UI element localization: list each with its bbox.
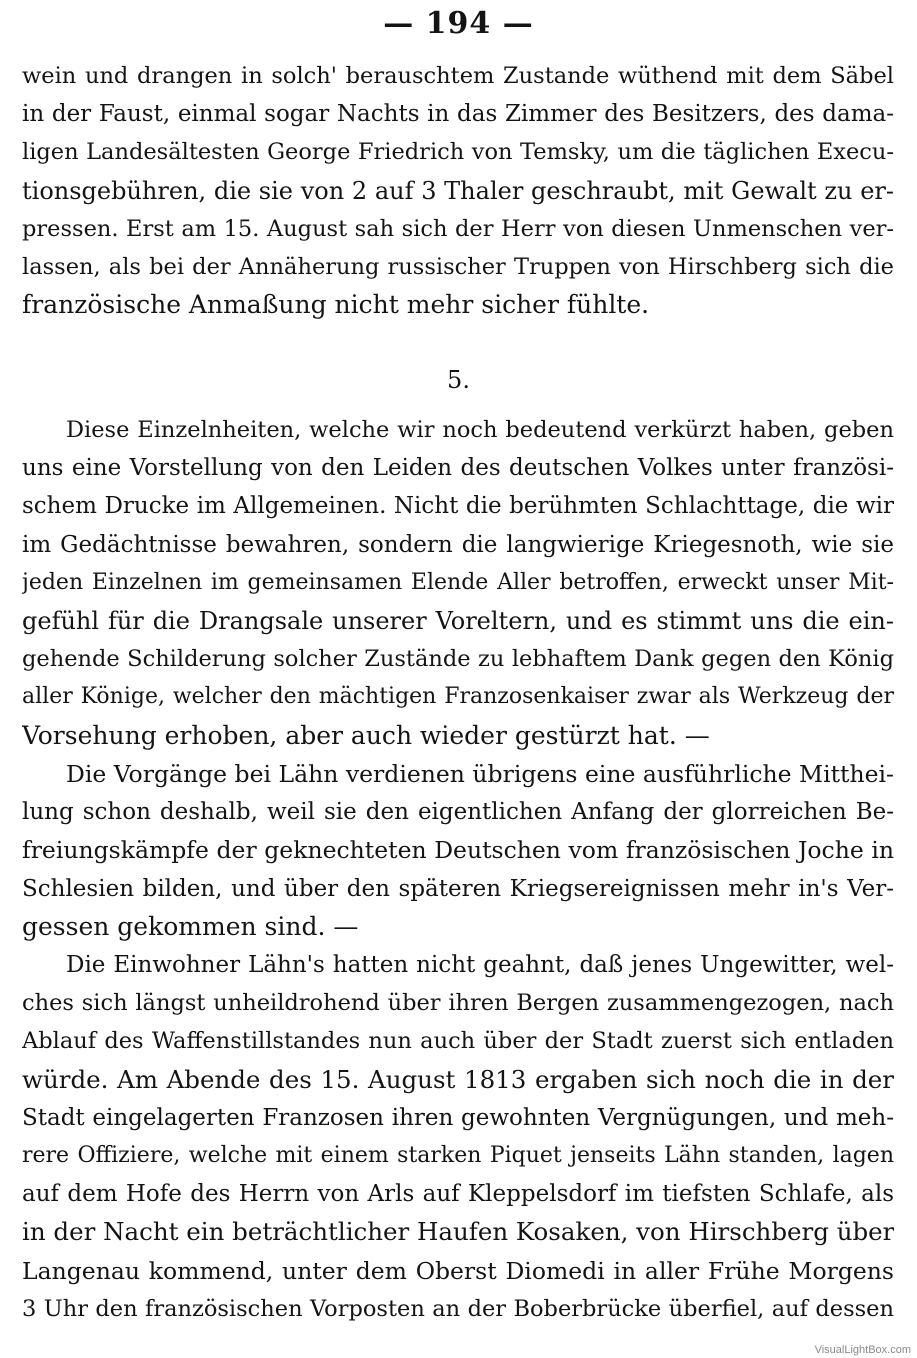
- text-line: Ablauf des Waffenstillstandes nun auch über der Stadt zuerst sich entladen: [22, 1028, 894, 1055]
- text-line: uns eine Vorstellung von den Leiden des deutschen Volkes unter französi-: [22, 455, 894, 482]
- paragraph-1: [22, 57, 894, 324]
- text-line: französische Anmaßung nicht mehr sicher fühlte.: [22, 290, 650, 320]
- text-line: Vorsehung erhoben, aber auch wieder gestürzt hat. —: [22, 720, 710, 750]
- text-line: schem Drucke im Allgemeinen. Nicht die berühmten Schlachttage, die wir: [22, 493, 894, 520]
- text-line: ligen Landesältesten George Friedrich von Temsky, um die täglichen Execu-: [22, 139, 894, 166]
- text-line: würde. Am Abende des 15. August 1813 ergaben sich noch die in der: [22, 1064, 894, 1094]
- text-line: in der Nacht ein beträchtlicher Haufen Kosaken, von Hirschberg über: [22, 1217, 894, 1247]
- paragraph-2: [22, 411, 894, 755]
- text-line: freiungskämpfe der geknechteten Deutschen vom französischen Joche in: [22, 836, 894, 865]
- section-number: 5.: [447, 366, 470, 394]
- text-line: Die Einwohner Lähn's hatten nicht geahnt, daß jenes Ungewitter, wel-: [66, 952, 894, 978]
- paragraph-4: [22, 946, 894, 1328]
- page-number: — 194 —: [383, 6, 534, 41]
- text-line: Stadt eingelagerten Franzosen ihren gewohnten Vergnügungen, und meh-: [22, 1104, 894, 1131]
- text-line: Schlesien bilden, und über den späteren Kriegsereignissen mehr in's Ver-: [22, 875, 894, 902]
- text-line: 3 Uhr den französischen Vorposten an der Boberbrücke überfiel, auf dessen: [22, 1295, 894, 1322]
- text-line: Diese Einzelnheiten, welche wir noch bedeutend verkürzt haben, geben: [66, 417, 894, 443]
- text-line: pressen. Erst am 15. August sah sich der Herr von diesen Unmenschen ver-: [22, 215, 894, 242]
- text-line: in der Faust, einmal sogar Nachts in das Zimmer des Besitzers, des dama-: [22, 101, 894, 128]
- text-line: gessen gekommen sind. —: [22, 911, 359, 941]
- text-line: aller Könige, welcher den mächtigen Franzosenkaiser zwar als Werkzeug der: [22, 684, 894, 710]
- text-line: gefühl für die Drangsale unserer Voreltern, und es stimmt uns die ein-: [22, 606, 894, 635]
- watermark: VisualLightBox.com: [814, 1344, 911, 1356]
- text-line: auf dem Hofe des Herrn von Arls auf Kleppelsdorf im tiefsten Schlafe, als: [22, 1181, 894, 1208]
- text-line: gehende Schilderung solcher Zustände zu lebhaftem Dank gegen den König: [22, 646, 894, 673]
- text-line: Die Vorgänge bei Lähn verdienen übrigens eine ausführliche Mitthei-: [66, 760, 894, 788]
- text-line: tionsgebühren, die sie von 2 auf 3 Thaler geschraubt, mit Gewalt zu er-: [22, 176, 894, 205]
- text-line: im Gedächtnisse bewahren, sondern die langwierige Kriegesnoth, wie sie: [22, 531, 894, 558]
- paragraph-3: [22, 755, 894, 946]
- text-line: lassen, als bei der Annäherung russischer Truppen von Hirschberg sich die: [22, 253, 894, 280]
- text-line: ches sich längst unheildrohend über ihren Bergen zusammengezogen, nach: [22, 990, 894, 1017]
- text-line: Langenau kommend, unter dem Oberst Diomedi in aller Frühe Morgens: [22, 1256, 894, 1285]
- text-line: wein und drangen in solch' berauschtem Zustande wüthend mit dem Säbel: [22, 63, 894, 89]
- text-line: jeden Einzelnen im gemeinsamen Elende Aller betroffen, erweckt unser Mit-: [22, 569, 894, 595]
- text-line: rere Offiziere, welche mit einem starken Piquet jenseits Lähn standen, lagen: [22, 1142, 894, 1168]
- text-line: lung schon deshalb, weil sie den eigentlichen Anfang der glorreichen Be-: [22, 799, 894, 826]
